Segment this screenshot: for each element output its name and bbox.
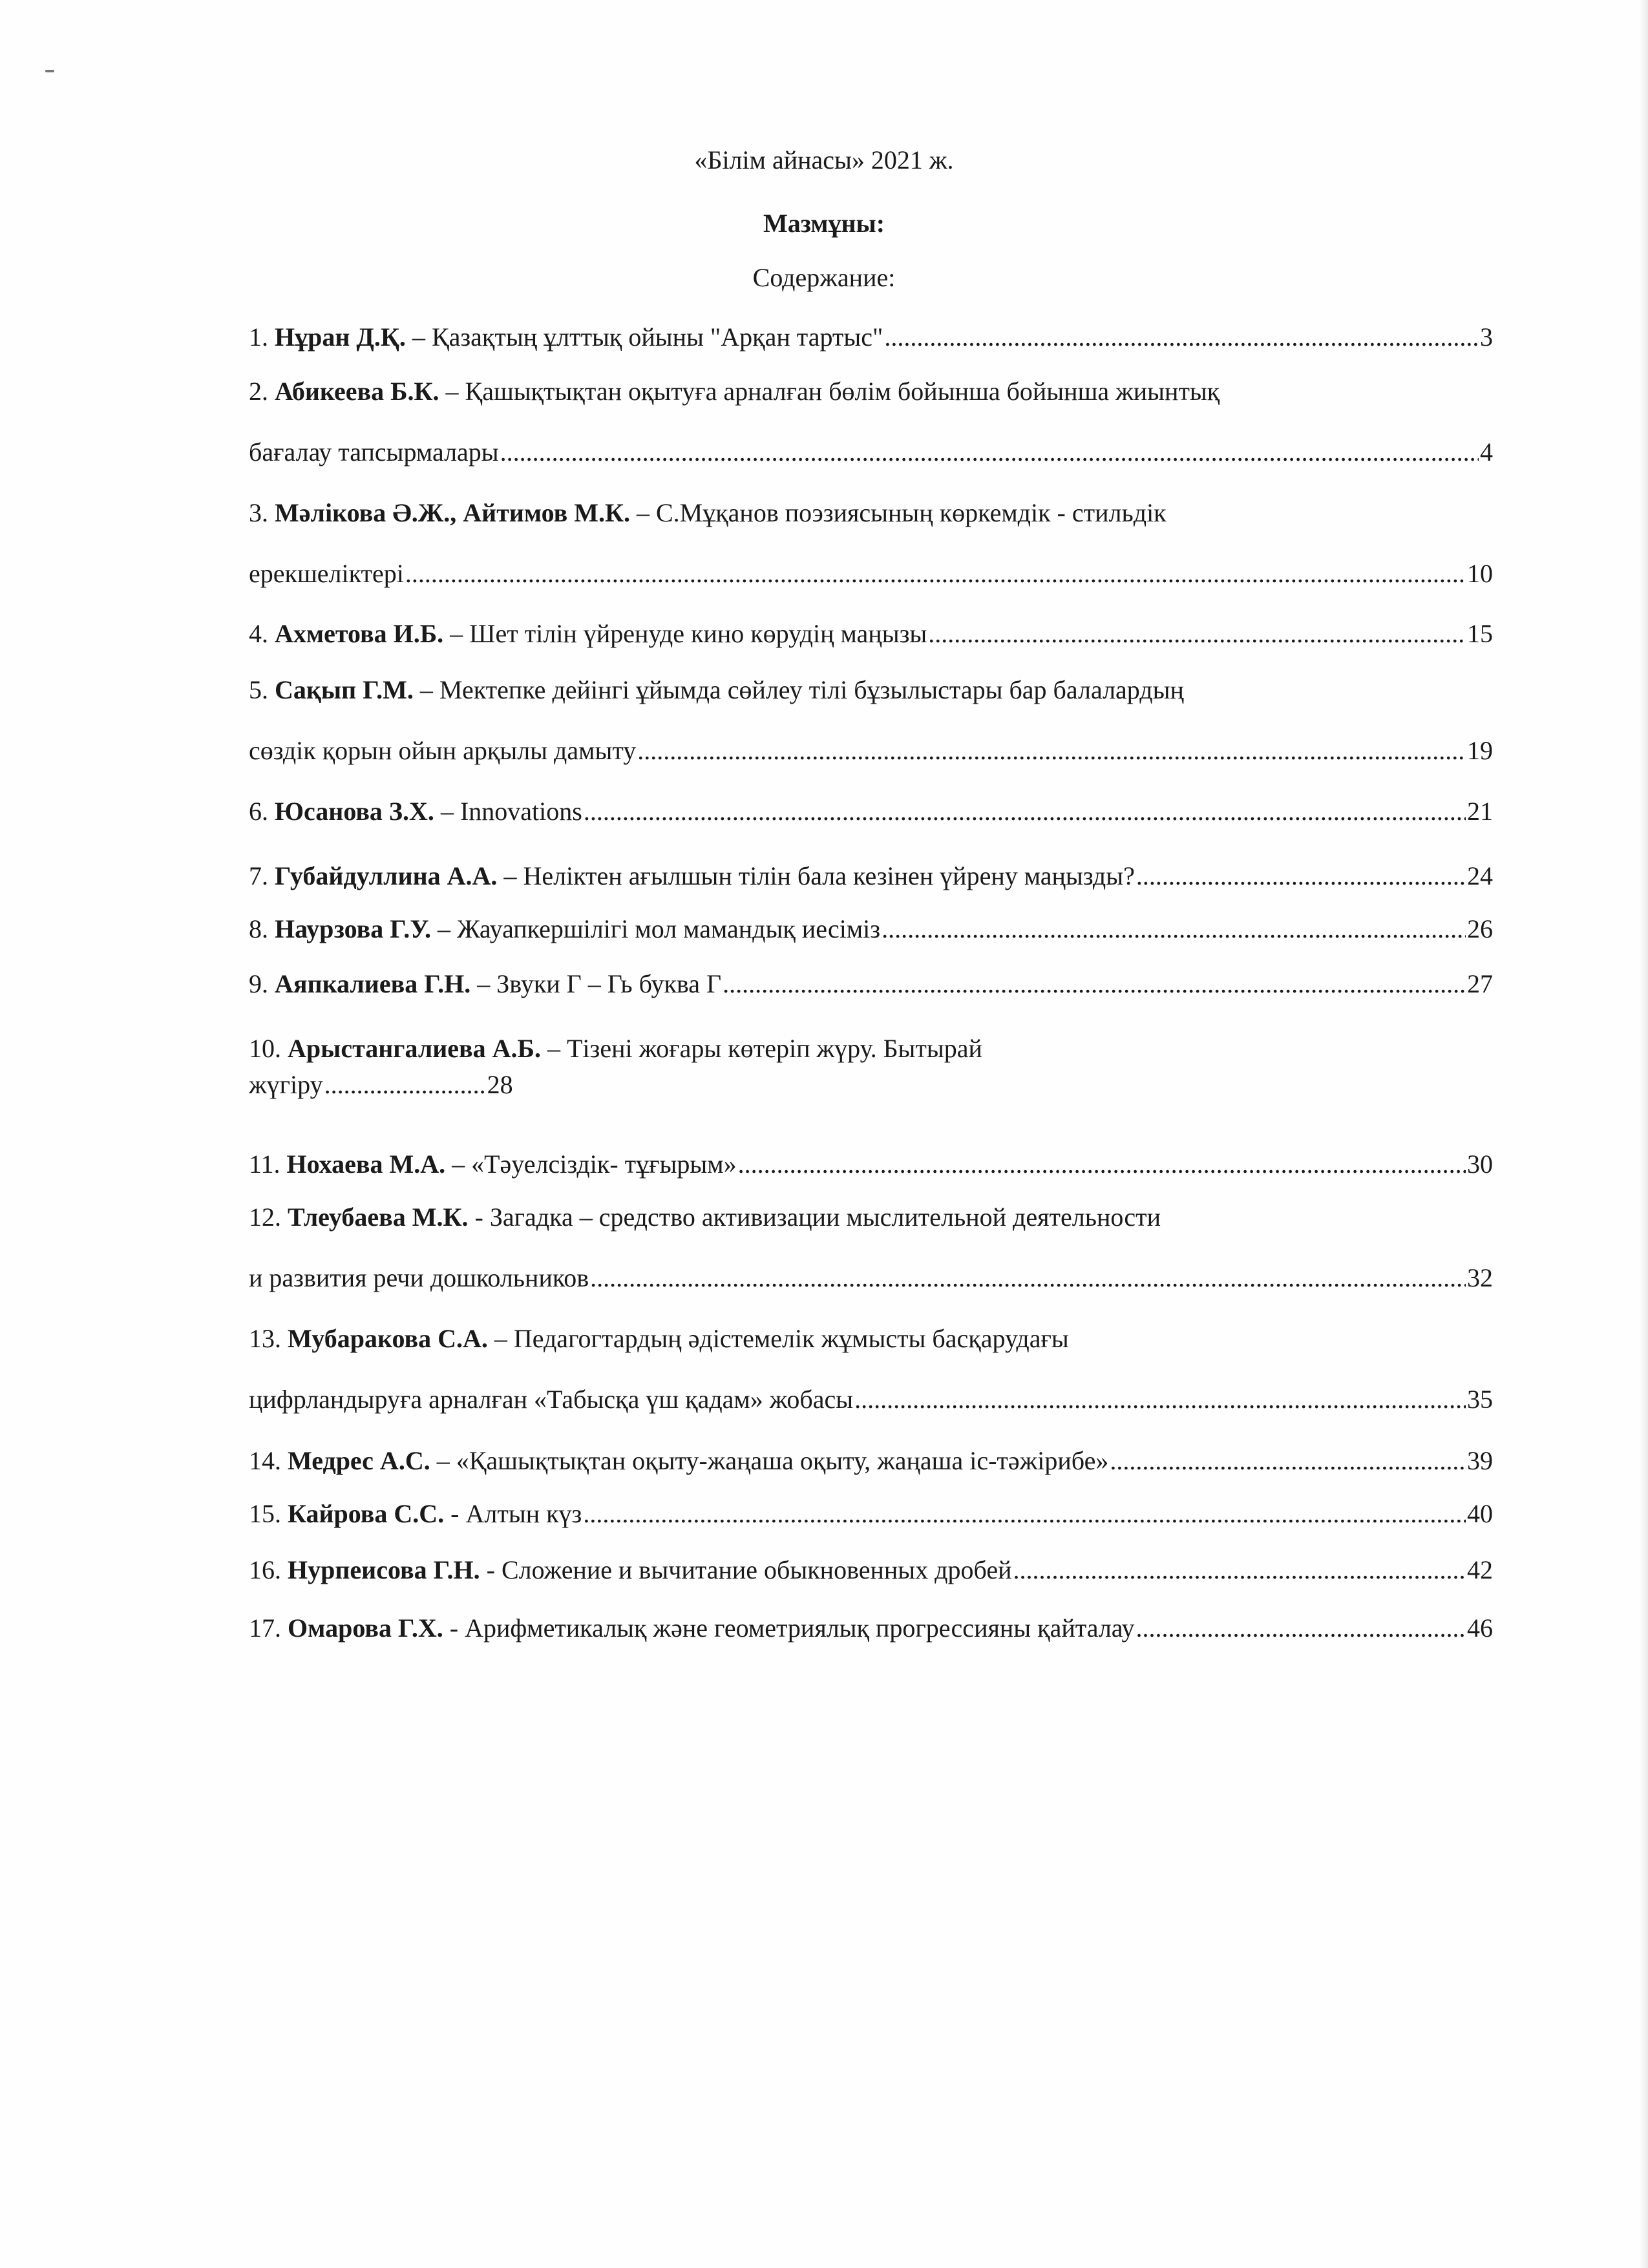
dot-leader [1136, 1612, 1466, 1645]
entry-page-number: 10 [1467, 559, 1493, 588]
entry-separator: - [444, 1499, 466, 1528]
entry-separator: – [487, 1324, 514, 1353]
entry-author: Кайрова С.С. [288, 1499, 445, 1528]
entry-number: 7. [249, 861, 268, 890]
entry-author: Нохаева М.А. [286, 1150, 446, 1179]
entry-number: 12. [249, 1202, 281, 1232]
entry-author: Губайдуллина А.А. [275, 861, 498, 890]
toc-entry [249, 795, 1493, 828]
entry-number: 8. [249, 914, 268, 943]
dot-leader [1136, 859, 1466, 893]
entry-page-number: 24 [1467, 861, 1493, 890]
toc-entry [249, 1444, 1493, 1478]
entry-title: Сложение и вычитание обыкновенных дробей [501, 1555, 1012, 1584]
entry-title: Алтын күз [465, 1499, 582, 1528]
entry-title: Звуки Г – Гь буква Г [496, 969, 722, 998]
toc-entry [249, 375, 1493, 469]
dot-leader [590, 1261, 1466, 1295]
entry-number: 14. [249, 1446, 281, 1475]
entry-number: 2. [249, 377, 268, 406]
dot-leader [928, 617, 1466, 651]
entry-number: 16. [249, 1555, 281, 1584]
entry-text [249, 859, 1135, 893]
dot-leader [500, 436, 1479, 469]
entry-page-number: 46 [1467, 1613, 1493, 1643]
entry-title: Жауапкершілігі мол мамандық иесіміз [457, 914, 881, 943]
entry-separator: - [468, 1202, 490, 1232]
entry-separator: – [405, 322, 432, 352]
entry-author: Ахметова И.Б. [275, 619, 444, 648]
entry-page-number: 30 [1467, 1150, 1493, 1179]
entry-title-continued: жүгіру [249, 1070, 323, 1099]
dot-leader [738, 1148, 1466, 1181]
toc-entry [249, 859, 1493, 893]
toc-entry [249, 1032, 1493, 1102]
entry-text [249, 1444, 1108, 1478]
entry-page-number: 15 [1467, 619, 1493, 648]
entry-page-number: 21 [1467, 797, 1493, 826]
entry-page-number: 28 [487, 1070, 513, 1099]
entry-number: 9. [249, 969, 268, 998]
entry-title: Innovations [460, 797, 582, 826]
entry-title: Арифметикалық және геометриялық прогрессияны қайталау [465, 1613, 1135, 1643]
entry-title-continued: ерекшеліктері [249, 559, 404, 588]
entry-page-number: 27 [1467, 969, 1493, 998]
entry-title-continued: и развития речи дошкольников [249, 1263, 589, 1292]
toc-entry [249, 1201, 1493, 1295]
entry-title: Загадка – средство активизации мыслительной деятельности [489, 1202, 1161, 1232]
entry-number: 4. [249, 619, 268, 648]
dot-leader [584, 795, 1466, 828]
entry-author: Мәлікова Ә.Ж., Айтимов М.К. [275, 498, 630, 527]
toc-entry [249, 320, 1493, 354]
toc-entry [249, 1553, 1493, 1587]
entry-text [249, 1553, 1012, 1587]
entry-separator: – [541, 1034, 567, 1063]
entry-author: Омарова Г.Х. [288, 1613, 443, 1643]
entry-text [249, 617, 927, 651]
toc-entry [249, 617, 1493, 651]
toc-entry [249, 673, 1493, 768]
toc-entry [249, 496, 1493, 591]
entry-title-continued: цифрландыруға арналған «Табысқа үш қадам» жобасы [249, 1385, 854, 1414]
entry-page-number: 39 [1467, 1446, 1493, 1475]
entry-author: Мубаракова С.А. [288, 1324, 488, 1353]
toc-entry [249, 912, 1493, 946]
dot-leader [882, 912, 1466, 946]
entry-author: Нурпеисова Г.Н. [288, 1555, 480, 1584]
entry-separator: – [439, 377, 465, 406]
dot-leader [1110, 1444, 1466, 1478]
entry-number: 15. [249, 1499, 281, 1528]
entry-text [249, 1497, 582, 1531]
journal-header: «Білім айнасы» 2021 ж. [694, 145, 954, 174]
entry-title: «Тәуелсіздік- тұғырым» [471, 1150, 737, 1179]
entry-text [249, 320, 883, 354]
toc-entry [249, 1148, 1493, 1181]
entry-author: Арыстангалиева А.Б. [288, 1034, 541, 1063]
entry-page-number: 32 [1467, 1263, 1493, 1292]
entry-title-continued: сөздік қорын ойын арқылы дамыту [249, 736, 637, 765]
entry-title: «Қашықтықтан оқыту-жаңаша оқыту, жаңаша іс-тәжірибе» [456, 1446, 1109, 1475]
entry-separator: – [497, 861, 523, 890]
entry-author: Нұран Д.Қ. [275, 322, 406, 352]
entry-separator: – [470, 969, 497, 998]
dot-leader [854, 1383, 1466, 1416]
entry-author: Аяпкалиева Г.Н. [275, 969, 471, 998]
dot-leader [405, 557, 1466, 591]
entry-page-number: 42 [1467, 1555, 1493, 1584]
entry-text [249, 1612, 1135, 1645]
entry-separator: – [443, 619, 470, 648]
dot-leader [583, 1497, 1466, 1531]
toc-entry [249, 1612, 1493, 1645]
entry-title: Шет тілін үйренуде кино көрудің маңызы [469, 619, 927, 648]
entry-number: 1. [249, 322, 268, 352]
entry-number: 17. [249, 1613, 281, 1643]
entry-author: Юсанова З.Х. [275, 797, 434, 826]
entry-separator: – [430, 1446, 456, 1475]
entry-title: Қазақтың ұлттық ойыны "Арқан тартыс" [431, 322, 883, 352]
contents-title-ru: Содержание: [752, 263, 896, 292]
toc-entry [249, 1497, 1493, 1531]
dot-leader [637, 734, 1466, 768]
entry-page-number: 35 [1467, 1385, 1493, 1414]
entry-author: Наурзова Г.У. [275, 914, 432, 943]
entry-page-number: 3 [1480, 322, 1493, 352]
entry-title: Тізені жоғары көтеріп жүру. Бытырай [567, 1034, 982, 1063]
entry-author: Абикеева Б.К. [275, 377, 439, 406]
entry-author: Тлеубаева М.К. [288, 1202, 469, 1232]
toc-entry [249, 1322, 1493, 1416]
entry-separator: - [480, 1555, 502, 1584]
entry-number: 13. [249, 1324, 281, 1353]
entry-number: 5. [249, 675, 268, 704]
entry-title: Мектепке дейінгі ұйымда сөйлеу тілі бұзылыстары бар балалардың [439, 675, 1184, 704]
entry-number: 10. [249, 1034, 281, 1063]
entry-separator: – [630, 498, 656, 527]
entry-text [249, 795, 582, 828]
entry-author: Сақып Г.М. [275, 675, 414, 704]
entry-text [249, 967, 721, 1001]
entry-page-number: 4 [1480, 437, 1493, 467]
dot-leader [884, 320, 1479, 354]
dot-leader: ......................... [324, 1070, 486, 1099]
entry-number: 3. [249, 498, 268, 527]
entry-separator: – [413, 675, 439, 704]
entry-title: Қашықтықтан оқытуға арналған бөлім бойынша бойынша жиынтық [465, 377, 1220, 406]
entry-title: Неліктен ағылшын тілін бала кезінен үйрену маңызды? [523, 861, 1135, 890]
entry-number: 11. [249, 1150, 280, 1179]
entry-number: 6. [249, 797, 268, 826]
toc-entry [249, 967, 1493, 1001]
entry-separator: – [445, 1150, 472, 1179]
scan-mark [45, 70, 54, 72]
entry-page-number: 19 [1467, 736, 1493, 765]
entry-author: Медрес А.С. [288, 1446, 430, 1475]
entry-separator: – [434, 797, 460, 826]
dot-leader [1013, 1553, 1466, 1587]
entry-text [249, 1148, 737, 1181]
entry-title-continued: бағалау тапсырмалары [249, 437, 499, 467]
contents-title-kz: Мазмұны: [763, 209, 885, 238]
entry-separator: - [443, 1613, 465, 1643]
entry-title: С.Мұқанов поэзиясының көркемдік - стильдік [656, 498, 1167, 527]
entry-text [249, 912, 880, 946]
entry-page-number: 40 [1467, 1499, 1493, 1528]
entry-separator: – [431, 914, 458, 943]
entry-title: Педагогтардың әдістемелік жұмысты басқарудағы [513, 1324, 1069, 1353]
dot-leader [723, 967, 1466, 1001]
page-edge-shadow [1639, 0, 1648, 2268]
entry-page-number: 26 [1467, 914, 1493, 943]
